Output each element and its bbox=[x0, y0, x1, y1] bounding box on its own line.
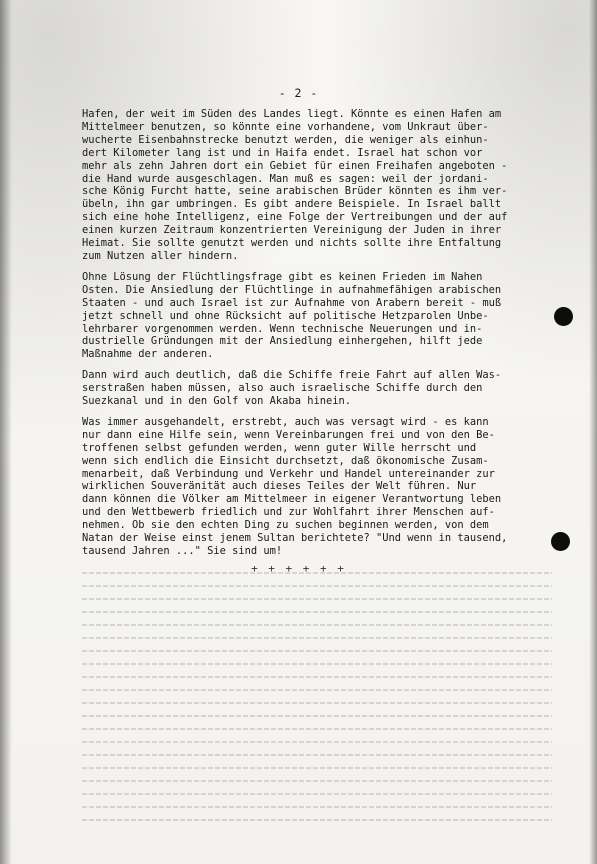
paragraph-4: Was immer ausgehandelt, erstrebt, auch was versagt wird - es kann nur dann eine Hilfe sein, wenn Vereinbarungen frei und von den Be- troffenen selbst gefunden werden, wenn guter Wille herrscht und wenn sich endlich die Einsicht durchsetzt, daß ökonomische Zusam- menarbeit, daß Verbindung und Verkehr und Handel untereinander zur wirklichen Souveränität auch dieses Teiles der Welt führen. Nur dann können die Völker am Mittelmeer in eigener Verantwortung leben und den Wettbewerb friedlich und zur Wohlfahrt ihrer Menschen auf- nehmen. Ob sie den echten Ding zu suchen beginnen werden, von dem Natan der Weise einst jenem Sultan berichtete? "Und wenn in tausend, tausend Jahren ..." Sie sind um! bbox=[82, 415, 508, 557]
scan-shadow-right bbox=[589, 0, 597, 864]
punch-hole-lower bbox=[551, 532, 570, 551]
body-text bbox=[82, 108, 554, 566]
punch-hole-upper bbox=[554, 307, 573, 326]
paragraph-2: Ohne Lösung der Flüchtlingsfrage gibt es keinen Frieden im Nahen Osten. Die Ansiedlung der Flüchtlinge in aufnahmefähigen arabischen Staaten - und auch Israel ist zur Aufnahme von Arabern bereit - muß jetzt schnell und ohne Rücksicht auf politische Hetzparolen Unbe- lehrbarer vorgenommen werden. Wenn technische Neuerungen und in- dustrielle Gründungen mit der Ansiedlung einhergehen, hilft jede Maßnahme der anderen. bbox=[82, 270, 502, 361]
page-number: - 2 - bbox=[278, 86, 319, 100]
end-mark: + + + + + + bbox=[251, 562, 346, 575]
show-through-text bbox=[82, 572, 552, 832]
scan-shadow-left bbox=[0, 0, 12, 864]
paragraph-1: Hafen, der weit im Süden des Landes liegt. Könnte es einen Hafen am Mittelmeer benutzen, so könnte eine vorhandene, vom Unkraut über- wucherte Eisenbahnstrecke benutzt werden, die weniger als einhun- dert Kilometer lang ist und in Haifa endet. Israel hat schon vor mehr als zehn Jahren dort ein Gebiet für einen Freihafen angeboten - die Hand wurde ausgeschlagen. Man muß es sagen: weil der jordani- sche König Furcht hatte, seine arabischen Brüder könnten es ihm ver- übeln, ihn gar umbringen. Es gibt andere Beispiele. In Israel ballt sich eine hohe Intelligenz, eine Folge der Vertreibungen und der auf einen kurzen Zeitraum konzentrierten Vereinigung der Juden in ihrer Heimat. Sie sollte genutzt werden und nichts sollte ihre Entfaltung zum Nutzen aller hindern. bbox=[82, 108, 508, 262]
paragraph-3: Dann wird auch deutlich, daß die Schiffe freie Fahrt auf allen Was- serstraßen haben müssen, also auch israelische Schiffe durch den Suezkanal und in den Golf von Akaba hinein. bbox=[82, 369, 502, 408]
